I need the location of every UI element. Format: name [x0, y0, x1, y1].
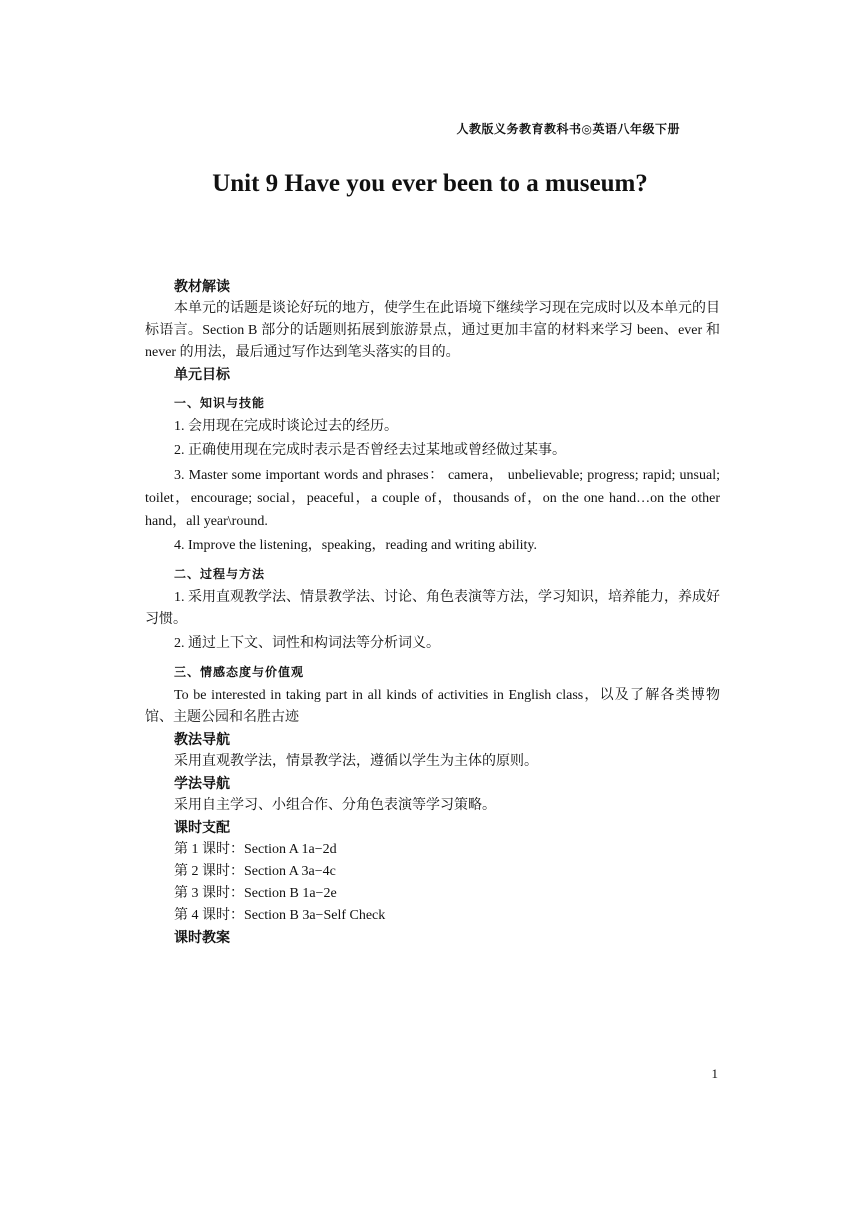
- list-item: 1. 会用现在完成时谈论过去的经历。: [174, 419, 398, 434]
- page-title: Unit 9 Have you ever been to a museum?: [212, 170, 648, 197]
- list-item: 2. 通过上下文、词性和构词法等分析词义。: [174, 636, 440, 651]
- section-heading-lesson-plan: 课时教案: [174, 930, 230, 946]
- section-heading-learning-method: 学法导航: [174, 776, 230, 792]
- page-number: 1: [711, 1066, 718, 1081]
- subheading-knowledge-skills: 一、知识与技能: [174, 396, 266, 410]
- list-item: 第 1 课时：Section A 1a−2d: [174, 842, 337, 857]
- subheading-attitudes-values: 三、情感态度与价值观: [174, 665, 305, 679]
- paragraph-learning-method: 采用自主学习、小组合作、分角色表演等学习策略。: [174, 798, 496, 813]
- list-item: 3. Master some important words and phrases： camera， unbelievable; progress; rapid; unsual; toilet，encourage; social，peaceful，a couple of，thousands of，on the one hand…on the other hand，all year\round.: [145, 468, 720, 529]
- list-item: 2. 正确使用现在完成时表示是否曾经去过某地或曾经做过某事。: [174, 443, 566, 458]
- section-heading-schedule: 课时支配: [174, 820, 230, 836]
- list-item: 第 2 课时：Section A 3a−4c: [174, 864, 336, 879]
- section-heading-textbook-analysis: 教材解读: [174, 279, 230, 295]
- paragraph-textbook-analysis: 本单元的话题是谈论好玩的地方，使学生在此语境下继续学习现在完成时以及本单元的目标语言。Section B 部分的话题则拓展到旅游景点，通过更加丰富的材料来学习 been、ever 和 never 的用法，最后通过写作达到笔头落实的目的。: [145, 301, 720, 360]
- section-heading-teaching-method: 教法导航: [174, 732, 230, 748]
- section-heading-unit-goals: 单元目标: [174, 367, 230, 383]
- running-header: 人教版义务教育教科书◎英语八年级下册: [456, 122, 680, 136]
- paragraph-attitudes-values: To be interested in taking part in all kinds of activities in English class，以及了解各类博物馆、主题公园和名胜古迹: [145, 688, 720, 725]
- list-item: 1. 采用直观教学法、情景教学法、讨论、角色表演等方法，学习知识，培养能力，养成好习惯。: [145, 590, 720, 627]
- list-item: 4. Improve the listening，speaking，reading and writing ability.: [174, 538, 538, 553]
- document-body: [145, 276, 720, 949]
- list-item: 第 4 课时：Section B 3a−Self Check: [174, 908, 386, 923]
- subheading-process-methods: 二、过程与方法: [174, 567, 266, 581]
- list-item: 第 3 课时：Section B 1a−2e: [174, 886, 337, 901]
- paragraph-teaching-method: 采用直观教学法，情景教学法，遵循以学生为主体的原则。: [174, 754, 538, 769]
